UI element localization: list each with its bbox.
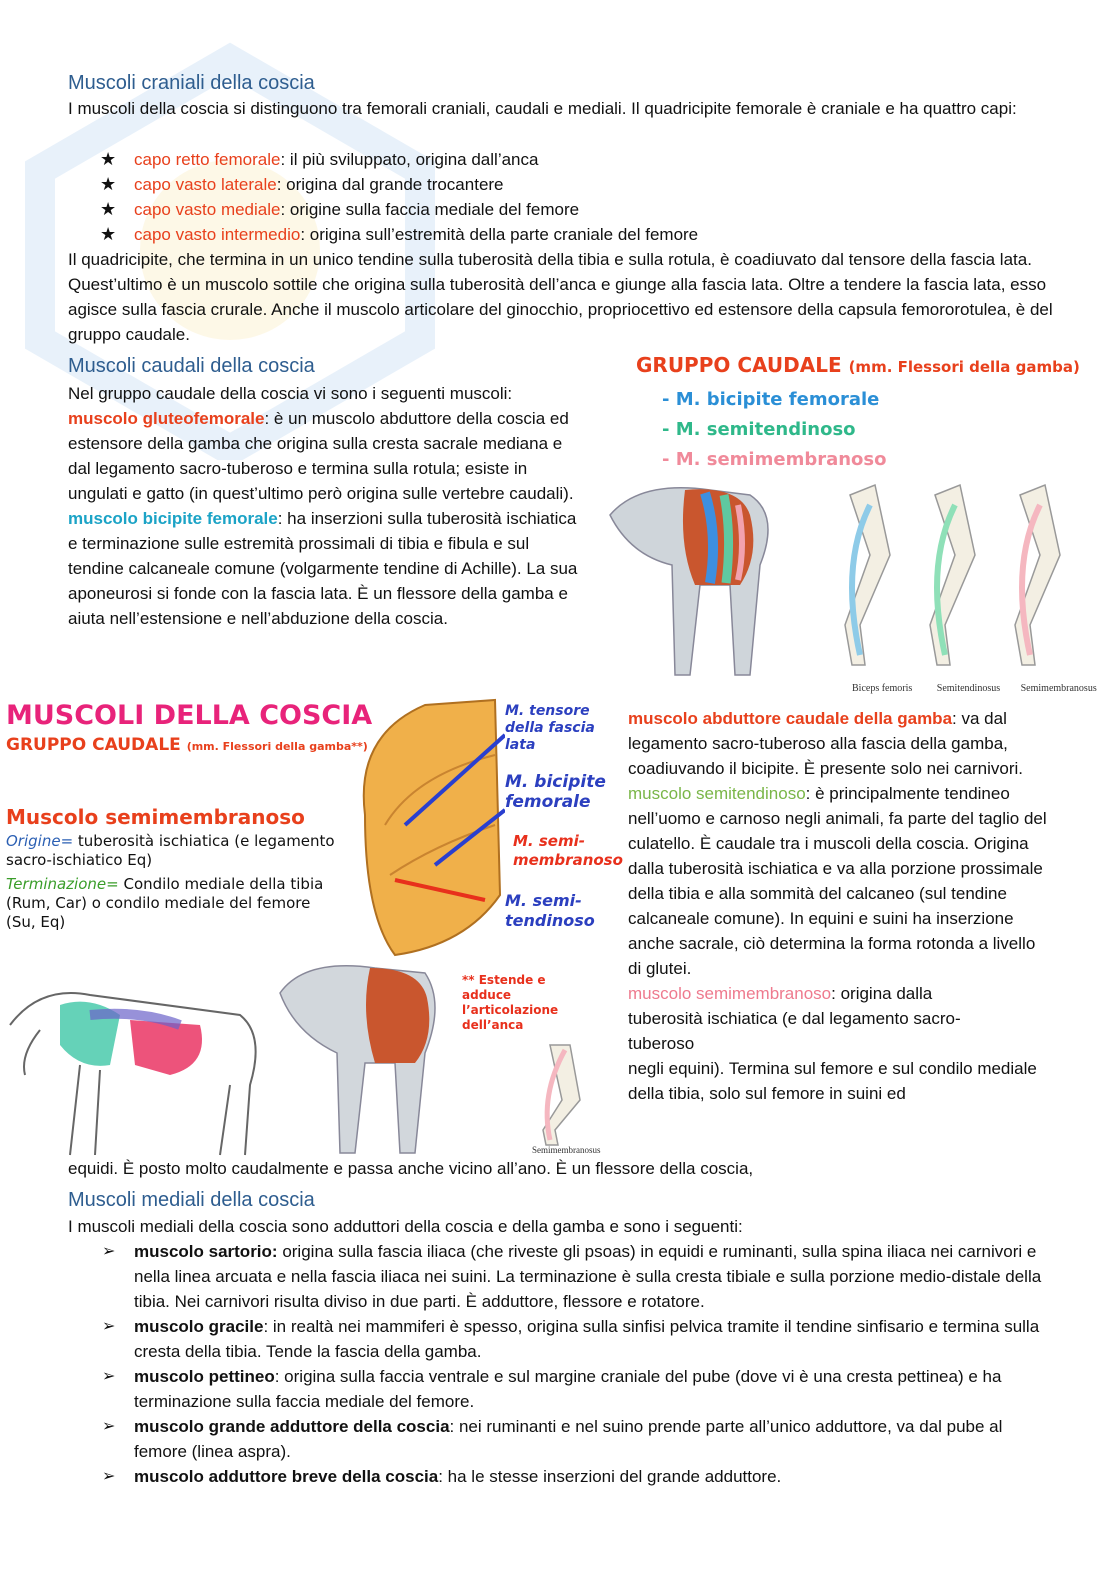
list-item: ➢ muscolo gracile: in realtà nei mammiferi è spesso, origina sulla sinfisi pelvica tramite il tendine sinfisario e termina sulla cresta della tibia. Tende la fascia della gamba. xyxy=(68,1314,1058,1364)
section-heading-cranial: Muscoli craniali della coscia xyxy=(68,72,315,94)
list-item: ★ capo vasto intermedio: origina sull’estremità della parte craniale del femore xyxy=(68,222,1058,247)
caudal-right-column xyxy=(628,706,1048,1106)
list-item: ➢ muscolo adduttore breve della coscia: ha le stesse inserzioni del grande adduttore. xyxy=(68,1464,1058,1489)
figure2-origin: Origine= tuberosità ischiatica (e legamento sacro-ischiatico Eq) xyxy=(6,832,335,869)
list-item: ★ capo vasto laterale: origina dal grande trocantere xyxy=(68,172,1058,197)
arrow-bullet-icon: ➢ xyxy=(102,1468,116,1485)
label-semimembranoso: M. semi-membranoso xyxy=(513,832,623,869)
paragraph-abduttore: muscolo abduttore caudale della gamba: va dal legamento sacro-tuberoso alla fascia della gamba, coadiuvando il bicipite. È presente solo nei carnivori. xyxy=(628,709,1024,778)
horse-skeleton-illustration xyxy=(0,975,275,1160)
horse-hindquarter-illustration xyxy=(275,953,445,1158)
arrow-bullet-icon: ➢ xyxy=(102,1318,116,1335)
section-heading-medial: Muscoli mediali della coscia xyxy=(68,1189,315,1211)
paragraph-gluteofemorale: muscolo gluteofemorale: è un muscolo abduttore della coscia ed estensore della gamba che origina sulla cresta sacrale mediana e dal legamento sacro-tuberoso e termina sulla rotula; esiste in ungulati e gatto (in quest’ultimo però origina sulle vertebre caudali). xyxy=(68,409,574,503)
figure1-list: - M. bicipite femorale - M. semitendinoso - M. semimembranoso xyxy=(662,389,887,470)
figure-muscoli-coscia xyxy=(0,695,623,1160)
paragraph-semitendinoso: muscolo semitendinoso: è principalmente tendineo nell’uomo e carnoso negli animali, fa parte del taglio del culatello. È caudale tra i muscoli della coscia. Origina dalla tuberosità ischiatica e va alla porzione prossimale della tibia e alla sommità del calcaneo (sul tendine calcaneale comune). In equini e suini ha inserzione anche sacrale, ciò determina la forma rotonda a livello di glutei. xyxy=(628,784,1047,978)
list-item: ➢ muscolo sartorio: origina sulla fascia iliaca (che riveste gli psoas) in equidi e ruminanti, sulla spina iliaca nei carnivori e nella linea arcuata e nella fascia iliaca nei suini. La terminazione è sulla cresta tibiale e sulla porzione medio-distale della tibia. Nei carnivori risulta diviso in due parti. È adduttore, flessore e rotatore. xyxy=(68,1239,1058,1314)
section-heading-caudal: Muscoli caudali della coscia xyxy=(68,355,315,377)
label-semitendinoso: M. semi-tendinoso xyxy=(505,891,595,930)
quadricipite-list xyxy=(68,147,1058,247)
list-item: ★ capo retto femorale: il più sviluppato, origina dall’anca xyxy=(68,147,1058,172)
arrow-bullet-icon: ➢ xyxy=(102,1418,116,1435)
paragraph-medial-intro: I muscoli mediali della coscia sono adduttori della coscia e della gamba e sono i seguenti: xyxy=(68,1217,743,1236)
star-bullet-icon: ★ xyxy=(100,224,117,244)
medial-muscles-list xyxy=(68,1239,1058,1489)
arrow-bullet-icon: ➢ xyxy=(102,1368,116,1385)
label-tensore: M. tensore della fascia lata xyxy=(505,703,595,753)
figure-gruppo-caudale xyxy=(600,345,1100,695)
figure2-subtitle: GRUPPO CAUDALE (mm. Flessori della gamba**) xyxy=(6,735,368,755)
horse-rear-illustration xyxy=(600,475,840,695)
leg-bone-illustration xyxy=(510,1040,610,1150)
figure2-termination: Terminazione= Condilo mediale della tibia (Rum, Car) o condilo mediale del femore (Su, Eq) xyxy=(6,875,324,931)
figure1-title: GRUPPO CAUDALE (mm. Flessori della gamba) xyxy=(636,353,1080,377)
star-bullet-icon: ★ xyxy=(100,149,117,169)
caudal-left-column xyxy=(68,381,588,631)
figure2-note: ** Estende e adduce l’articolazione dell’anca xyxy=(462,973,559,1032)
paragraph-caudal-intro: Nel gruppo caudale della coscia vi sono i seguenti muscoli: xyxy=(68,384,513,403)
paragraph-semimembranoso: muscolo semimembranoso: origina dalla tuberosità ischiatica (e dal legamento sacro-tuberoso xyxy=(628,984,961,1053)
paragraph-semimembranoso-cont: negli equini). Termina sul femore e sul condilo mediale della tibia, solo sul femore in suini ed xyxy=(628,1059,1037,1103)
figure1-captions: Biceps femoris Semitendinosus Semimembranosus xyxy=(852,683,1097,694)
arrow-bullet-icon: ➢ xyxy=(102,1243,116,1260)
star-bullet-icon: ★ xyxy=(100,199,117,219)
thigh-muscle-illustration xyxy=(345,695,505,960)
list-item: ➢ muscolo grande adduttore della coscia: nei ruminanti e nel suino prende parte all’unico adduttore, va dal pube al femore (linea aspra). xyxy=(68,1414,1058,1464)
label-bicipite: M. bicipite femorale xyxy=(505,772,606,812)
star-bullet-icon: ★ xyxy=(100,174,117,194)
paragraph-quadricipite: Il quadricipite, che termina in un unico tendine sulla tuberosità della tibia e sulla rotula, è coadiuvato dal tensore della fascia lata. Quest’ultimo è un muscolo sottile che origina sulla tuberosità dell’anca e giunge alla fascia lata. Oltre a tendere la fascia lata, esso agisce sulla fascia crurale. Anche il muscolo articolare del ginocchio, propriocettivo ed estensore della capsula femororotulea, è del gruppo caudale. xyxy=(68,250,1053,344)
limb-bones-illustration xyxy=(830,475,1100,680)
paragraph-intro-cranial: I muscoli della coscia si distinguono tra femorali craniali, caudali e mediali. Il quadricipite femorale è craniale e ha quattro capi: xyxy=(68,99,1017,118)
figure2-title: MUSCOLI DELLA COSCIA xyxy=(6,700,373,731)
list-item: ★ capo vasto mediale: origine sulla faccia mediale del femore xyxy=(68,197,1058,222)
figure2-caption: Semimembranosus xyxy=(532,1145,601,1155)
list-item: ➢ muscolo pettineo: origina sulla faccia ventrale e sul margine craniale del pube (dove vi è una cresta pettinea) e ha terminazione sulla faccia mediale del femore. xyxy=(68,1364,1058,1414)
figure2-muscle-name: Muscolo semimembranoso xyxy=(6,805,305,829)
paragraph-bicipite: muscolo bicipite femorale: ha inserzioni sulla tuberosità ischiatica e terminazione sulle estremità prossimali di tibia e fibula e sul tendine calcaneale comune (volgarmente tendine di Achille). La sua aponeurosi si fonde con la fascia lata. È un flessore della gamba e aiuta nell’estensione e nell’abduzione della coscia. xyxy=(68,509,578,628)
paragraph-semimembranoso-end: equidi. È posto molto caudalmente e passa anche vicino all’ano. È un flessore della coscia, xyxy=(68,1159,754,1178)
